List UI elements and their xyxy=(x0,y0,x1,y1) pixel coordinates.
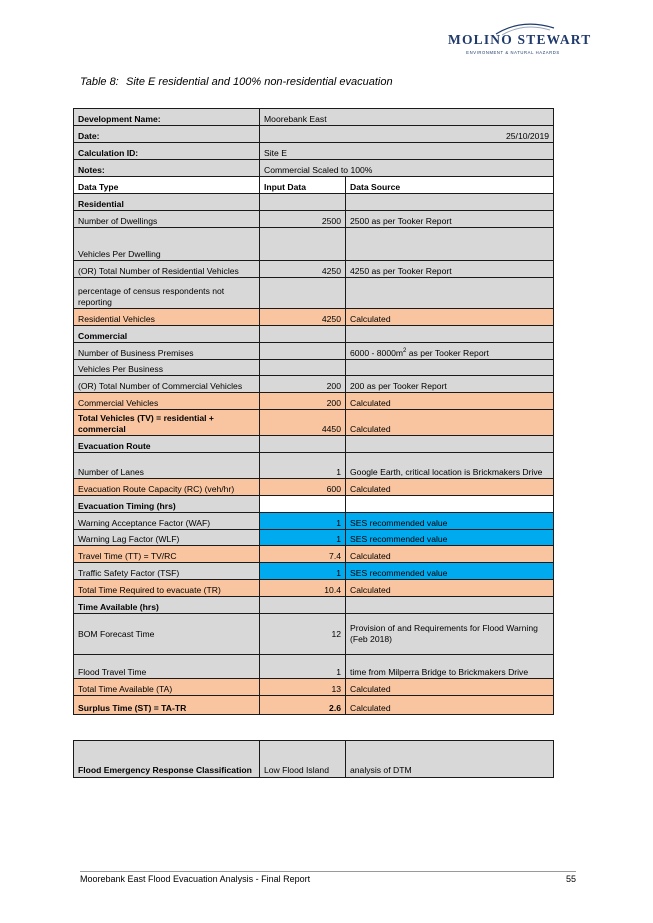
row-census xyxy=(74,278,554,309)
vpb-label: Vehicles Per Business xyxy=(74,360,260,376)
flood-travel-source: time from Milperra Bridge to Brickmakers Drive xyxy=(346,655,554,679)
total-com-source: 200 as per Tooker Report xyxy=(346,376,554,393)
row-dwellings xyxy=(74,211,554,228)
total-com-label: (OR) Total Number of Commercial Vehicles xyxy=(74,376,260,393)
waf-source: SES recommended value xyxy=(346,513,554,530)
molino-stewart-logo xyxy=(448,18,592,60)
col-header-source: Data Source xyxy=(346,177,554,194)
row-total-residential-vehicles xyxy=(74,261,554,278)
total-com-value: 200 xyxy=(260,376,346,393)
tr-value: 10.4 xyxy=(260,580,346,597)
row-route-heading xyxy=(74,436,554,453)
premises-source-area: 6000 - 8000m xyxy=(350,348,404,358)
waf-label: Warning Acceptance Factor (WAF) xyxy=(74,513,260,530)
row-time-required xyxy=(74,580,554,597)
row-vehicles-per-dwelling xyxy=(74,228,554,261)
row-available-heading xyxy=(74,597,554,614)
evacuation-table xyxy=(73,108,554,715)
row-commercial-vehicles xyxy=(74,393,554,410)
com-vehicles-label: Commercial Vehicles xyxy=(74,393,260,410)
row-development-name xyxy=(74,109,554,126)
tt-value: 7.4 xyxy=(260,546,346,563)
tr-source: Calculated xyxy=(346,580,554,597)
caption-number: Table 8: xyxy=(80,76,119,88)
capacity-source: Calculated xyxy=(346,479,554,496)
row-timing-heading xyxy=(74,496,554,513)
row-column-headers xyxy=(74,177,554,194)
ta-value: 13 xyxy=(260,679,346,696)
bom-label: BOM Forecast Time xyxy=(74,614,260,655)
classification-table xyxy=(73,740,554,778)
row-date xyxy=(74,126,554,143)
dwellings-label: Number of Dwellings xyxy=(74,211,260,228)
row-bom-forecast xyxy=(74,614,554,655)
row-travel-time xyxy=(74,546,554,563)
row-flood-travel xyxy=(74,655,554,679)
calc-id-label: Calculation ID: xyxy=(74,143,260,160)
row-tsf xyxy=(74,563,554,580)
calc-id-value: Site E xyxy=(260,143,554,160)
flood-travel-label: Flood Travel Time xyxy=(74,655,260,679)
res-vehicles-label: Residential Vehicles xyxy=(74,309,260,326)
ta-label: Total Time Available (TA) xyxy=(74,679,260,696)
row-surplus-time xyxy=(74,696,554,715)
dev-name-label: Development Name: xyxy=(74,109,260,126)
row-waf xyxy=(74,513,554,530)
tt-source: Calculated xyxy=(346,546,554,563)
row-wlf xyxy=(74,530,554,546)
premises-source-sup: 2 xyxy=(403,348,407,355)
row-calculation-id xyxy=(74,143,554,160)
col-header-type: Data Type xyxy=(74,177,260,194)
timing-heading: Evacuation Timing (hrs) xyxy=(74,496,260,513)
residential-heading: Residential xyxy=(74,194,260,211)
com-vehicles-source: Calculated xyxy=(346,393,554,410)
res-vehicles-value: 4250 xyxy=(260,309,346,326)
com-vehicles-value: 200 xyxy=(260,393,346,410)
tv-label: Total Vehicles (TV) = residential + commercial xyxy=(74,410,260,436)
commercial-heading: Commercial xyxy=(74,326,260,343)
total-res-label: (OR) Total Number of Residential Vehicles xyxy=(74,261,260,278)
row-commercial-heading xyxy=(74,326,554,343)
row-residential-heading xyxy=(74,194,554,211)
lanes-source: Google Earth, critical location is Brickmakers Drive xyxy=(346,453,554,479)
caption-text: Site E residential and 100% non-residential evacuation xyxy=(126,76,393,88)
vpd-label: Vehicles Per Dwelling xyxy=(74,228,260,261)
logo-name: MOLINO STEWART xyxy=(448,32,592,47)
classification-label: Flood Emergency Response Classification xyxy=(74,741,260,778)
footer-divider xyxy=(80,871,576,872)
date-label: Date: xyxy=(74,126,260,143)
waf-value: 1 xyxy=(260,513,346,530)
row-total-vehicles xyxy=(74,410,554,436)
wlf-source: SES recommended value xyxy=(346,530,554,546)
dev-name-value: Moorebank East xyxy=(260,109,554,126)
row-notes xyxy=(74,160,554,177)
wlf-label: Warning Lag Factor (WLF) xyxy=(74,530,260,546)
col-header-input: Input Data xyxy=(260,177,346,194)
classification-value: Low Flood Island xyxy=(260,741,346,778)
logo-tagline: ENVIRONMENT & NATURAL HAZARDS xyxy=(466,50,560,55)
res-vehicles-source: Calculated xyxy=(346,309,554,326)
total-res-value: 4250 xyxy=(260,261,346,278)
premises-source xyxy=(346,343,554,360)
lanes-label: Number of Lanes xyxy=(74,453,260,479)
capacity-value: 600 xyxy=(260,479,346,496)
row-classification xyxy=(74,741,554,778)
row-time-available xyxy=(74,679,554,696)
census-label: percentage of census respondents not reporting xyxy=(74,278,260,309)
st-value: 2.6 xyxy=(260,696,346,715)
footer-report-title: Moorebank East Flood Evacuation Analysis - Final Report xyxy=(80,874,311,884)
ta-source: Calculated xyxy=(346,679,554,696)
st-label: Surplus Time (ST) = TA-TR xyxy=(74,696,260,715)
row-residential-vehicles xyxy=(74,309,554,326)
notes-value: Commercial Scaled to 100% xyxy=(260,160,554,177)
tsf-source: SES recommended value xyxy=(346,563,554,580)
footer-page-number: 55 xyxy=(565,874,576,884)
lanes-value: 1 xyxy=(260,453,346,479)
wlf-value: 1 xyxy=(260,530,346,546)
row-lanes xyxy=(74,453,554,479)
notes-label: Notes: xyxy=(74,160,260,177)
table-caption xyxy=(80,76,393,88)
capacity-label: Evacuation Route Capacity (RC) (veh/hr) xyxy=(74,479,260,496)
classification-source: analysis of DTM xyxy=(346,741,554,778)
available-heading: Time Available (hrs) xyxy=(74,597,260,614)
st-source: Calculated xyxy=(346,696,554,715)
dwellings-source: 2500 as per Tooker Report xyxy=(346,211,554,228)
tr-label: Total Time Required to evacuate (TR) xyxy=(74,580,260,597)
row-business-premises xyxy=(74,343,554,360)
tv-source: Calculated xyxy=(346,410,554,436)
bom-source: Provision of and Requirements for Flood Warning (Feb 2018) xyxy=(346,614,554,655)
date-value: 25/10/2019 xyxy=(260,126,554,143)
tv-value: 4450 xyxy=(260,410,346,436)
tsf-label: Traffic Safety Factor (TSF) xyxy=(74,563,260,580)
flood-travel-value: 1 xyxy=(260,655,346,679)
route-heading: Evacuation Route xyxy=(74,436,260,453)
premises-label: Number of Business Premises xyxy=(74,343,260,360)
row-total-commercial-vehicles xyxy=(74,376,554,393)
tsf-value: 1 xyxy=(260,563,346,580)
total-res-source: 4250 as per Tooker Report xyxy=(346,261,554,278)
row-vehicles-per-business xyxy=(74,360,554,376)
bom-value: 12 xyxy=(260,614,346,655)
premises-source-rest: as per Tooker Report xyxy=(406,348,489,358)
tt-label: Travel Time (TT) = TV/RC xyxy=(74,546,260,563)
row-route-capacity xyxy=(74,479,554,496)
dwellings-value: 2500 xyxy=(260,211,346,228)
